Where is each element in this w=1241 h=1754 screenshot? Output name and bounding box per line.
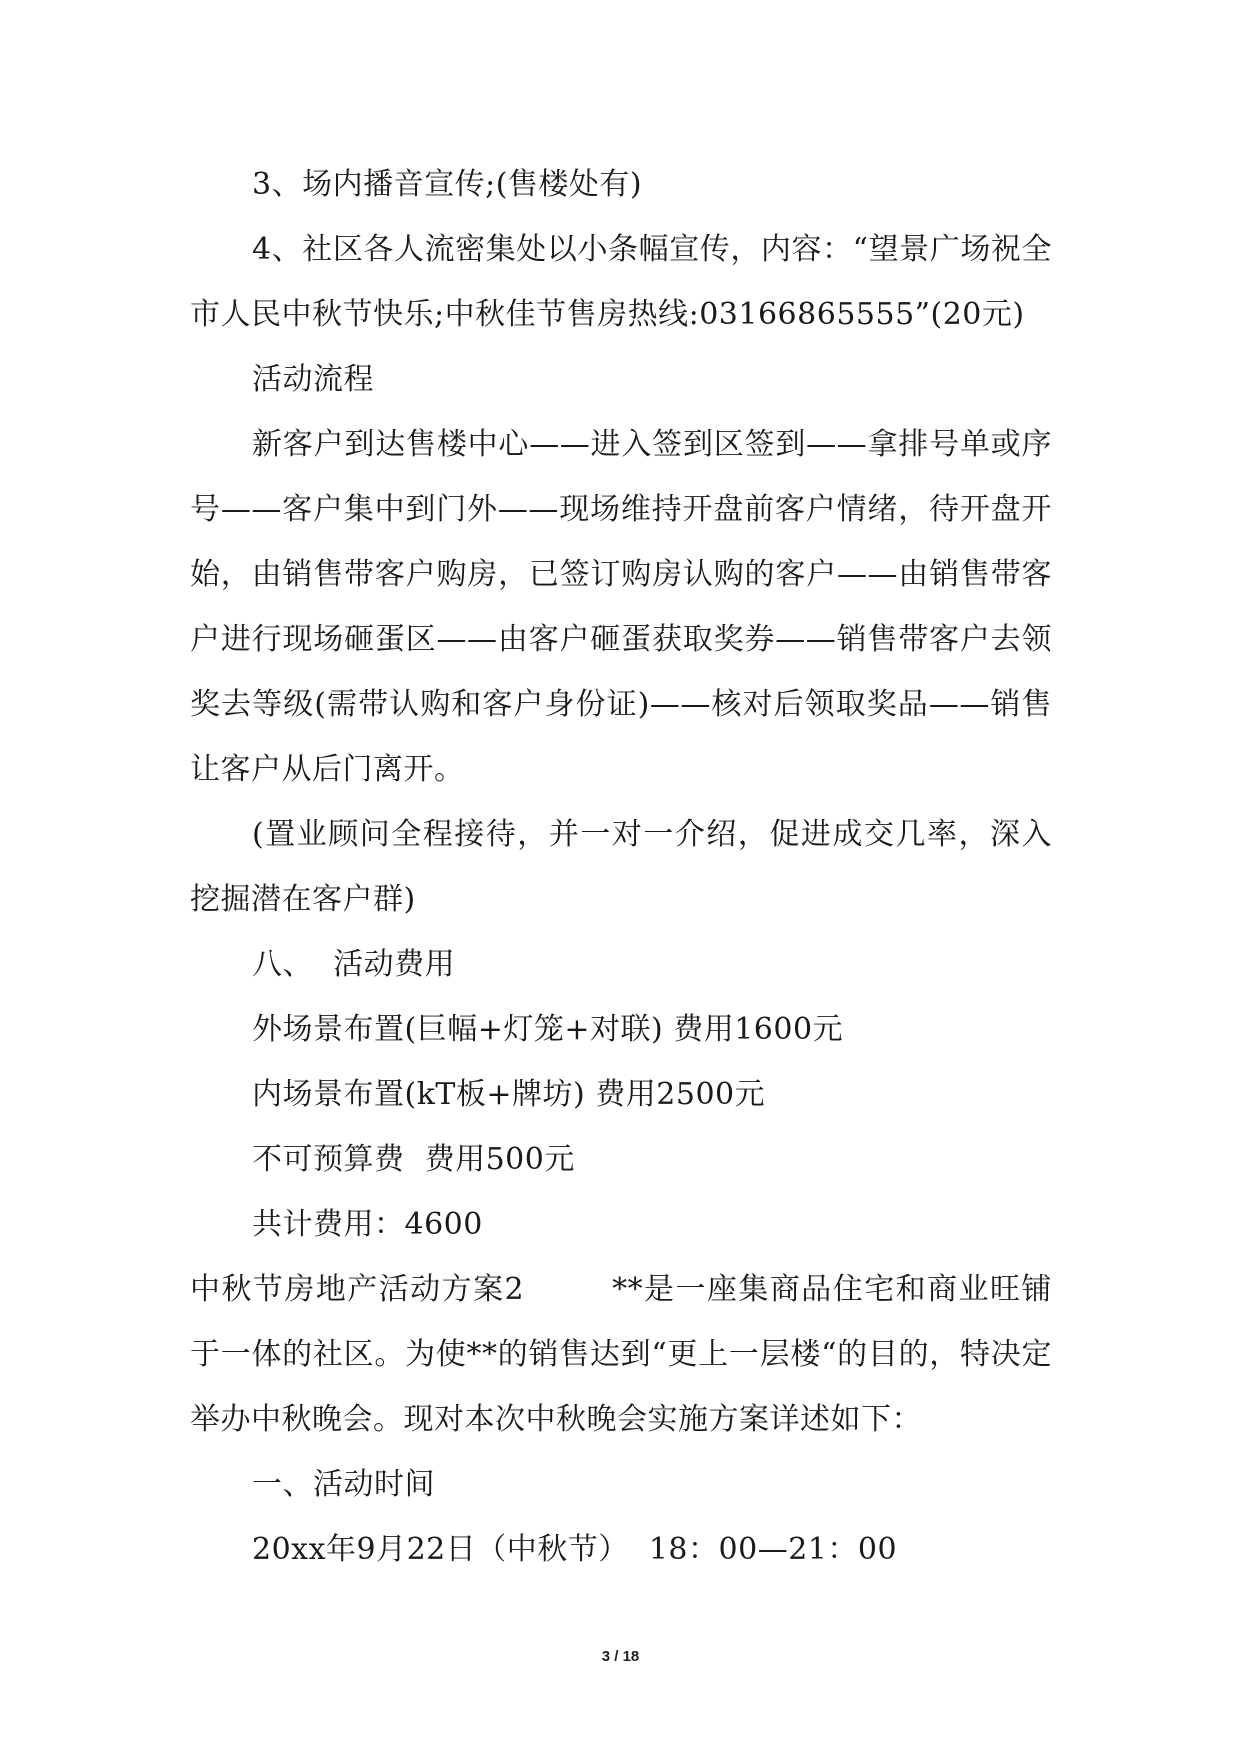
paragraph-banner: 4、社区各人流密集处以小条幅宣传，内容：“望景广场祝全市人民中秋节快乐;中秋佳节售房热线:03166865555”(20元) xyxy=(190,232,1052,332)
document-body xyxy=(190,152,1052,1582)
cost-indoor: 内场景布置(kT板+牌坊) 费用2500元 xyxy=(252,1077,766,1112)
page-number: 3 / 18 xyxy=(601,1648,640,1665)
cost-total: 共计费用：4600 xyxy=(252,1207,483,1242)
paragraph-plan-2-intro: 中秋节房地产活动方案2 **是一座集商品住宅和商业旺铺于一体的社区。为使**的销售达到“更上一层楼“的目的，特决定举办中秋晚会。现对本次中秋晚会实施方案详述如下： xyxy=(190,1272,1052,1437)
cost-contingency: 不可预算费 费用500元 xyxy=(252,1142,575,1177)
heading-activity-flow: 活动流程 xyxy=(252,362,374,397)
paragraph-activity-time: 20xx年9月22日（中秋节） 18：00—21：00 xyxy=(252,1532,898,1567)
paragraph-consultant-note: (置业顾问全程接待，并一对一介绍，促进成交几率，深入挖掘潜在客户群) xyxy=(190,817,1052,917)
heading-activity-time: 一、活动时间 xyxy=(252,1467,435,1502)
paragraph-broadcast: 3、场内播音宣传;(售楼处有) xyxy=(252,167,643,202)
paragraph-activity-flow: 新客户到达售楼中心——进入签到区签到——拿排号单或序号——客户集中到门外——现场维持开盘前客户情绪，待开盘开始，由销售带客户购房，已签订购房认购的客户——由销售带客户进行现场砸蛋区——由客户砸蛋获取奖券——销售带客户去领奖去等级(需带认购和客户身份证)——核对后领取奖品——销售让客户从后门离开。 xyxy=(190,427,1052,787)
cost-outdoor: 外场景布置(巨幅+灯笼+对联) 费用1600元 xyxy=(252,1012,844,1047)
heading-activity-cost: 八、 活动费用 xyxy=(252,947,456,982)
